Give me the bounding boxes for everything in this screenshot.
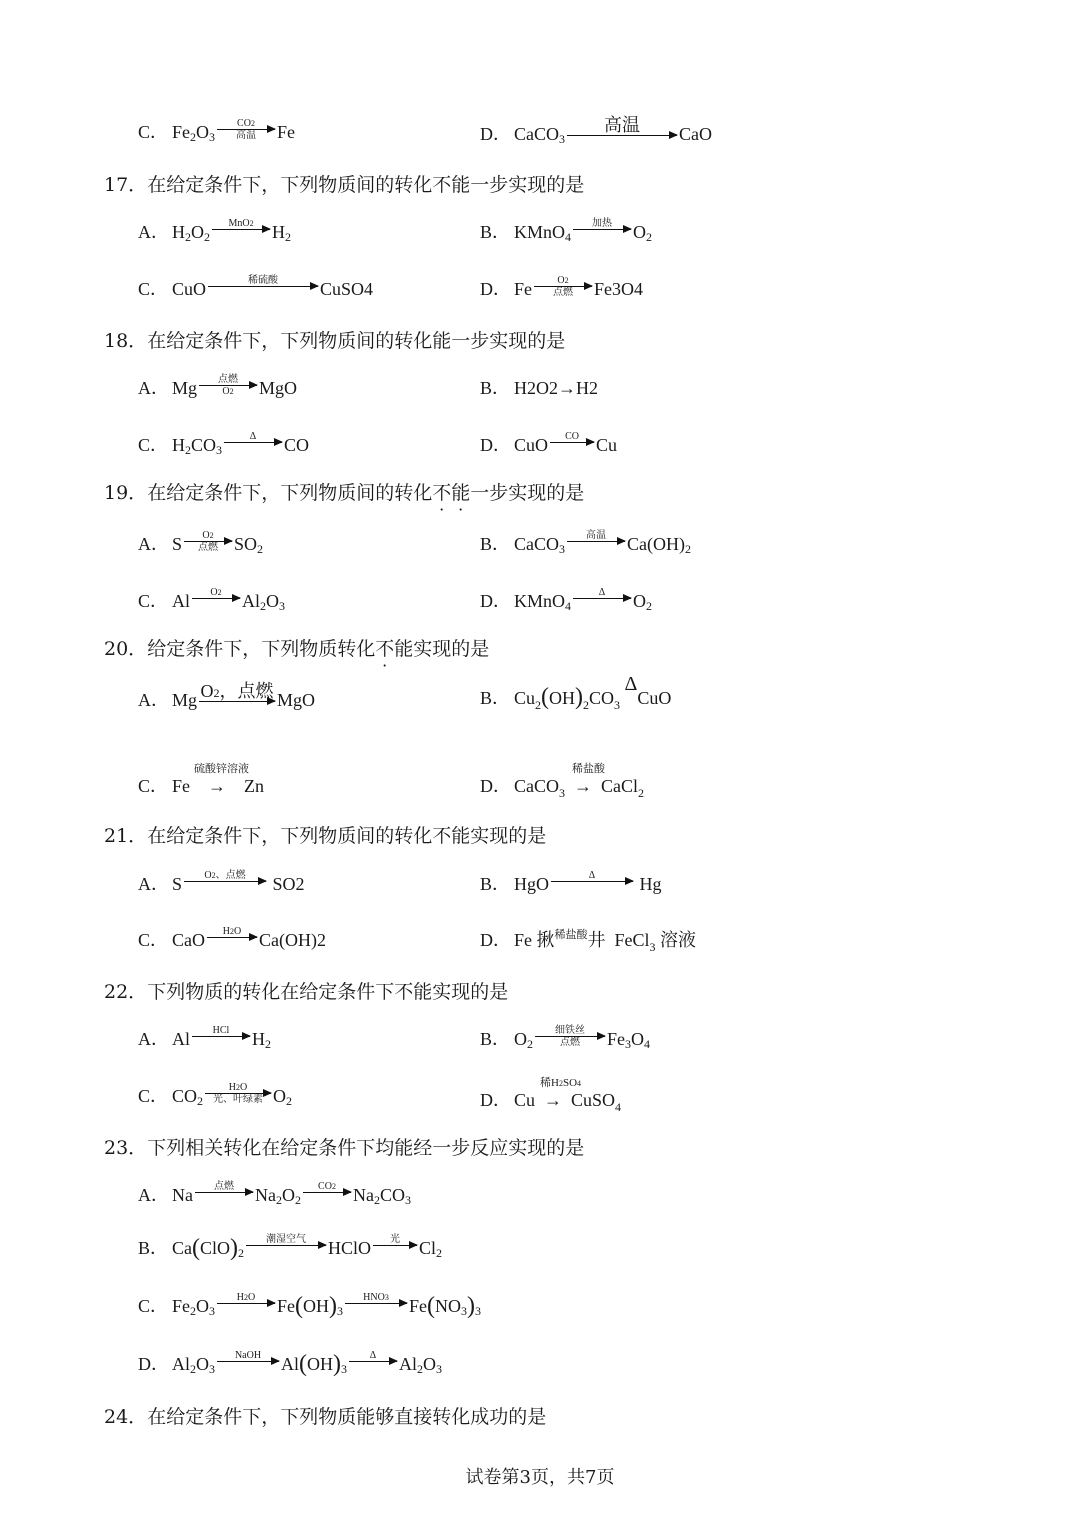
- q22-option-a: A． Al HCl H 2: [138, 1025, 271, 1051]
- question-18: 18．在给定条件下，下列物质间的转化能一步实现的是: [104, 330, 566, 352]
- q22-option-c: C． CO 2 H2O 光、叶绿素 O 2: [138, 1082, 293, 1108]
- q17-option-a: A． H 2 O 2 MnO2 H 2: [138, 218, 291, 244]
- q20-option-a: A． Mg O2，点燃 MgO: [138, 681, 316, 710]
- question-24: 24．在给定条件下，下列物质能够直接转化成功的是: [104, 1406, 547, 1428]
- q20-option-c: C． 硫酸锌溶液 Fe → Zn: [138, 763, 264, 796]
- q21-option-b: B． HgO Δ Hg: [480, 870, 662, 894]
- q19-option-b: B． CaCO 3 高温 Ca(OH) 2: [480, 530, 691, 556]
- q21-option-a: A． S O2、点燃 SO2: [138, 870, 305, 894]
- q19-option-d: D． KMnO 4 Δ O 2: [480, 587, 653, 613]
- q22-option-b: B． O 2 细铁丝 点燃 Fe 3 O 4: [480, 1025, 650, 1051]
- q20-option-b: B． $Cu_2(OH)_2CO_3$ ΔCuO: [480, 673, 672, 712]
- q18-option-a: A． Mg 点燃 O2 MgO: [138, 374, 298, 398]
- question-21: 21．在给定条件下，下列物质间的转化不能实现的是: [104, 825, 547, 847]
- q18-option-b: B． H2O2→H2: [480, 378, 598, 398]
- q22-option-d: D． 稀H2SO4 Cu → CuSO$_4$: [480, 1077, 622, 1114]
- q17-option-b: B． KMnO 4 加热 O 2: [480, 218, 653, 244]
- q21-option-c: C． CaO H2O Ca(OH)2: [138, 926, 326, 950]
- question-22: 22．下列物质的转化在给定条件下不能实现的是: [104, 981, 509, 1003]
- q23-option-a: A． Na 点燃 Na 2 O 2 CO2 Na 2 CO 3: [138, 1181, 412, 1207]
- q23-option-d: D． Al 2 O 3 NaOH Al ( OH ) 3 Δ Al 2 O 3: [138, 1350, 442, 1377]
- page-footer: 试卷第3页，共7页: [465, 1467, 615, 1488]
- q19-option-a: A． S O2 点燃 SO 2: [138, 530, 264, 556]
- q18-option-c: C． H 2 CO 3 Δ CO: [138, 431, 310, 457]
- q16-option-c: C． Fe 2 O 3 CO2 高温 Fe: [138, 118, 295, 144]
- q17-option-c: C． CuO 稀硫酸 CuSO4: [138, 275, 374, 299]
- q21-option-d: D． Fe 揪$^{稀盐酸}$井 FeCl$_3$ 溶液: [480, 929, 697, 954]
- question-20: 20．给定条件下，下列物质转化不能实现的是: [104, 638, 490, 660]
- q16-option-d: D． CaCO 3 高温 CaO: [480, 115, 712, 146]
- question-17: 17．在给定条件下，下列物质间的转化不能一步实现的是: [104, 174, 585, 196]
- q18-option-d: D． CuO CO Cu: [480, 431, 618, 455]
- q20-option-d: D． 稀盐酸 CaCO$_3$ → CaCl$_2$: [480, 763, 645, 800]
- q23-option-c: C． Fe 2 O 3 H2O Fe ( OH ) 3 HNO3 Fe ( NO 3 ) 3: [138, 1292, 481, 1319]
- q23-option-b: B． Ca ( ClO ) 2 潮湿空气 HClO 光 Cl 2: [138, 1234, 443, 1261]
- question-19: 19．在给定条件下，下列物质间的转化不能一步实现的是: [104, 482, 585, 504]
- q19-option-c: C． Al O2 Al 2 O 3: [138, 587, 285, 613]
- q17-option-d: D． Fe O2 点燃 Fe3O4: [480, 275, 643, 299]
- question-23: 23．下列相关转化在给定条件下均能经一步反应实现的是: [104, 1137, 585, 1159]
